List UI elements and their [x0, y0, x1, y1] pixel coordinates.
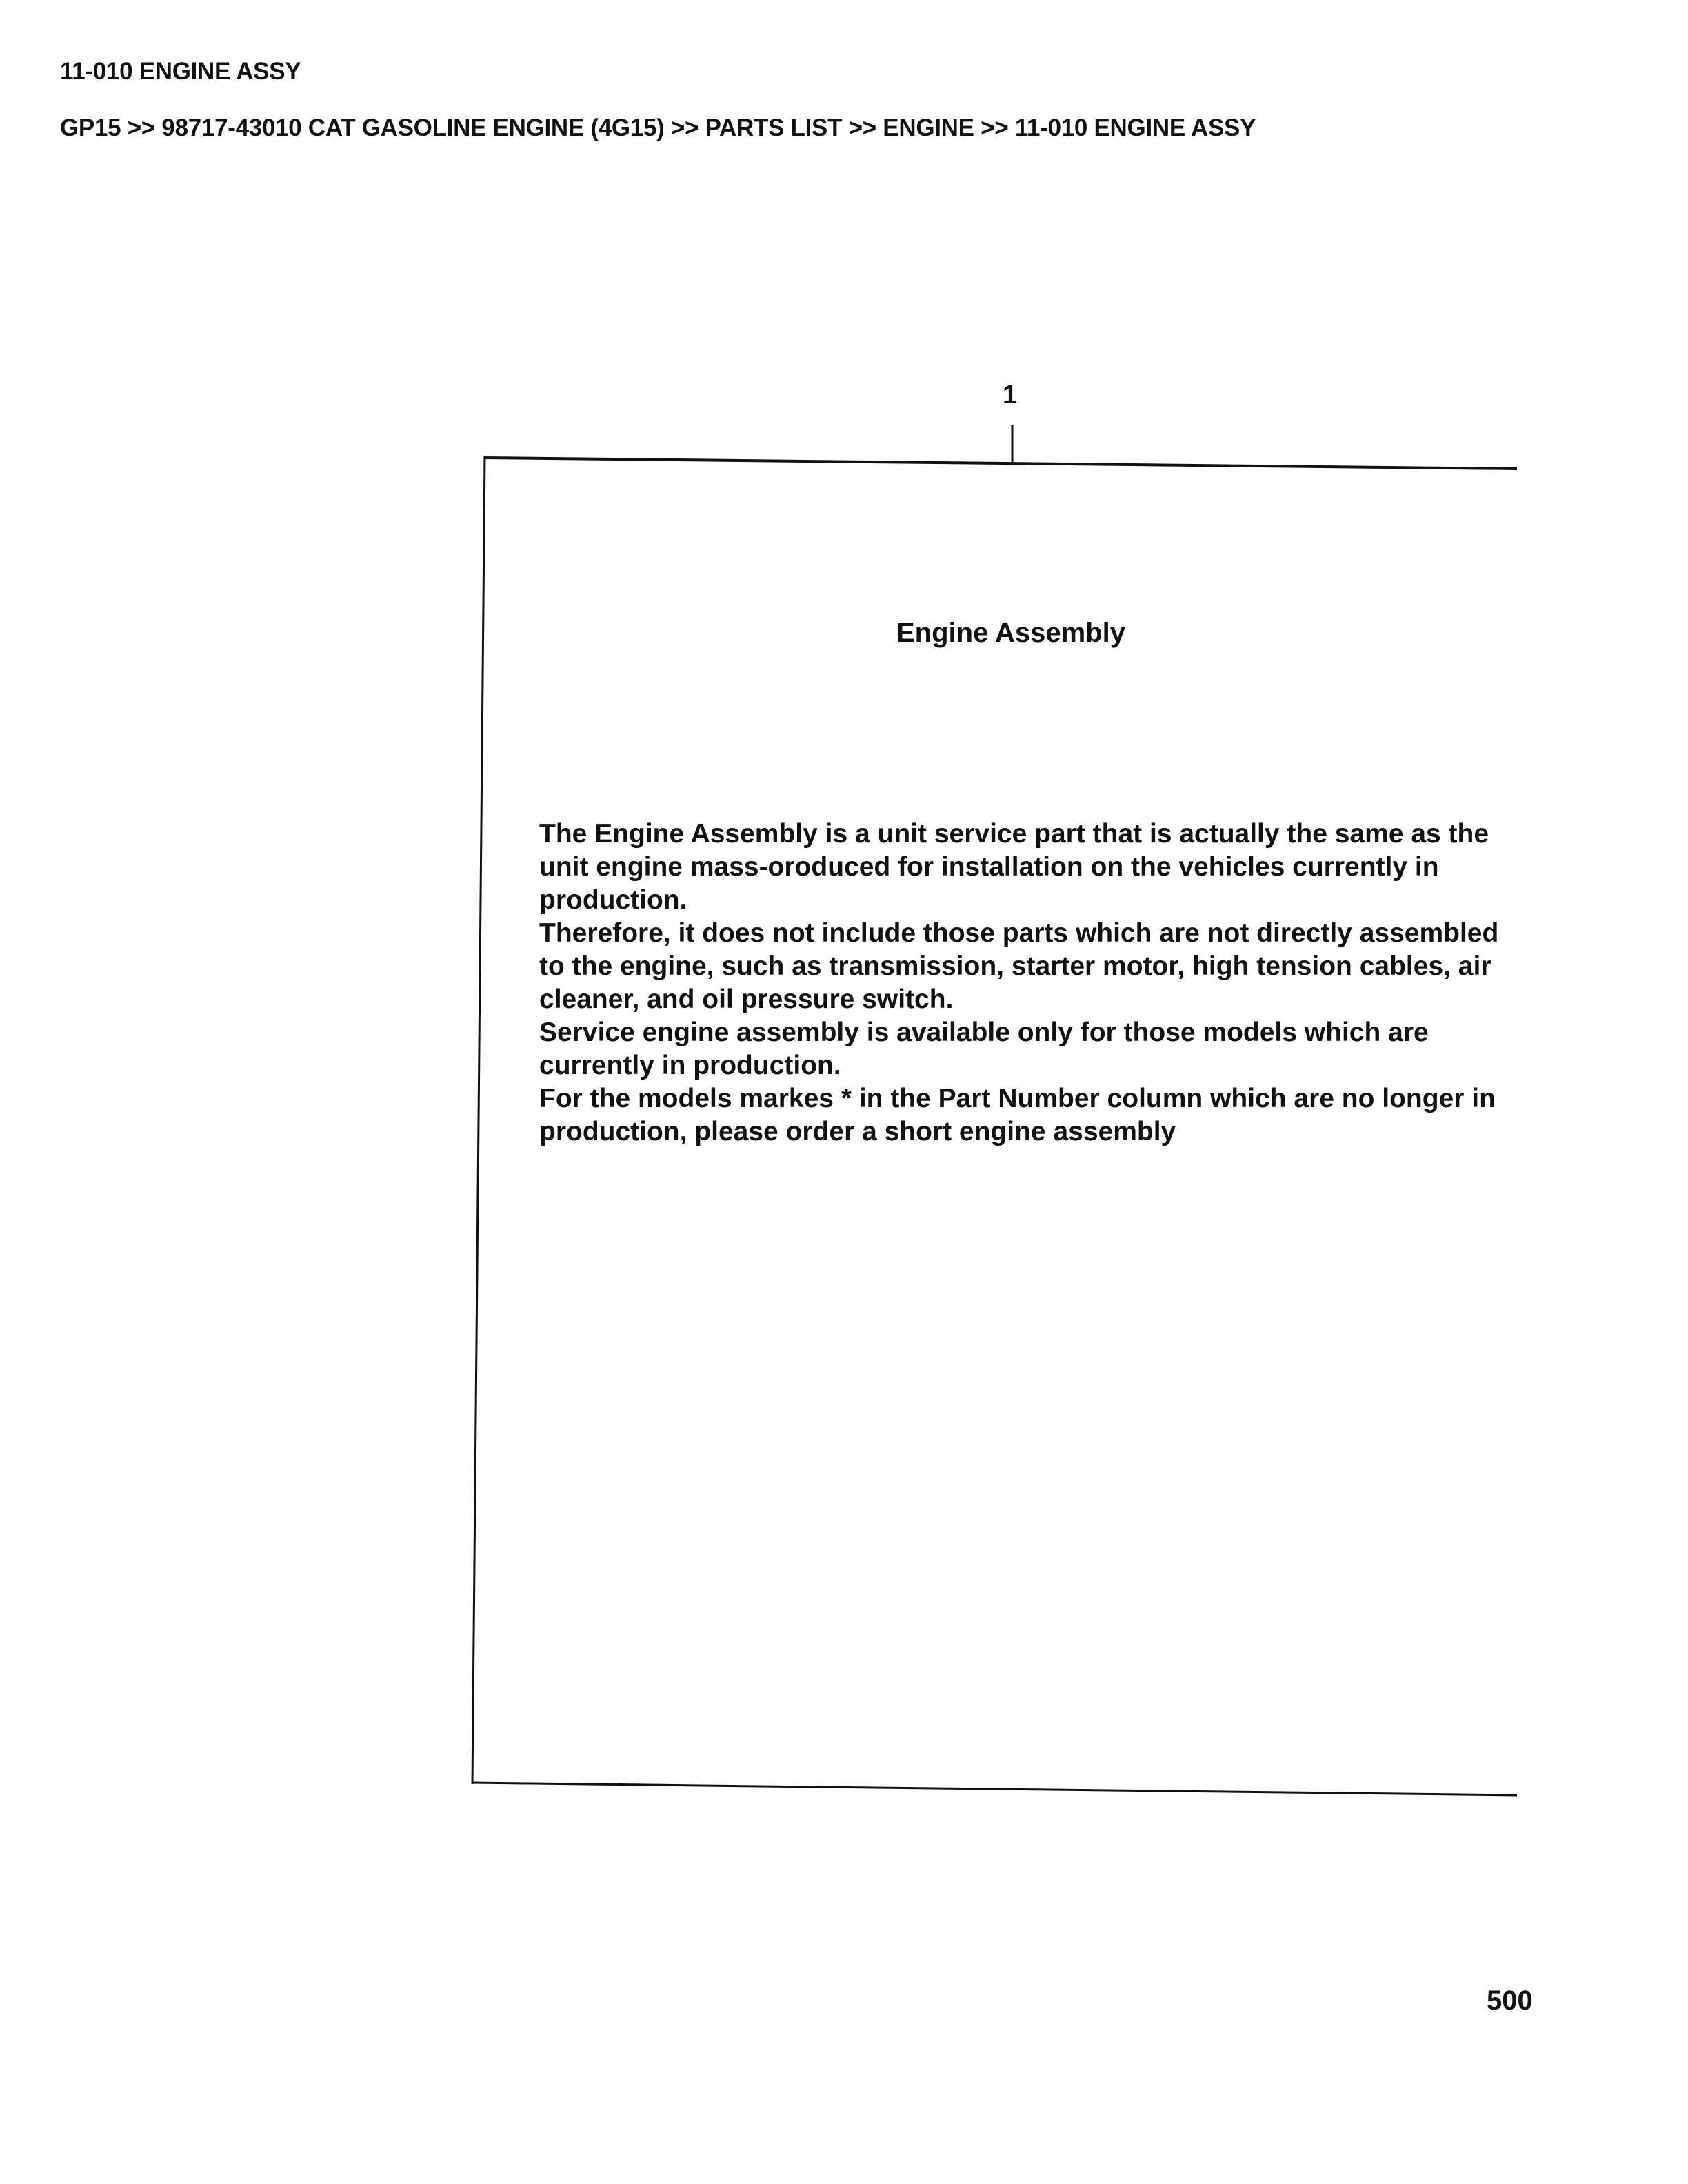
- text-line: production, please order a short engine assembly: [539, 1117, 1176, 1146]
- diagram-title: Engine Assembly: [896, 618, 1125, 648]
- frame-top-line: [484, 458, 1517, 469]
- text-line: For the models markes * in the Part Number column which are no longer in: [539, 1084, 1496, 1113]
- callout-number: 1: [1003, 381, 1018, 410]
- text-line: Therefore, it does not include those parts which are not directly assembled: [539, 918, 1499, 948]
- breadcrumb: GP15 >> 98717-43010 CAT GASOLINE ENGINE (4G15) >> PARTS LIST >> ENGINE >> 11-010 ENGINE ASSY: [60, 114, 1256, 141]
- frame-left-line: [472, 456, 485, 1784]
- text-line: The Engine Assembly is a unit service part that is actually the same as the: [539, 819, 1489, 849]
- text-line: unit engine mass-oroduced for installation on the vehicles currently in: [539, 852, 1439, 882]
- description-text: [539, 818, 1498, 1149]
- page-number: 500: [1487, 1985, 1533, 2016]
- frame-bottom-line: [472, 1783, 1517, 1795]
- text-line: to the engine, such as transmission, starter motor, high tension cables, air: [539, 951, 1491, 981]
- page-title: 11-010 ENGINE ASSY: [60, 58, 301, 85]
- text-line: cleaner, and oil pressure switch.: [539, 984, 954, 1014]
- text-line: production.: [539, 885, 687, 915]
- text-line: Service engine assembly is available only for those models which are: [539, 1018, 1429, 1047]
- text-line: currently in production.: [539, 1051, 841, 1080]
